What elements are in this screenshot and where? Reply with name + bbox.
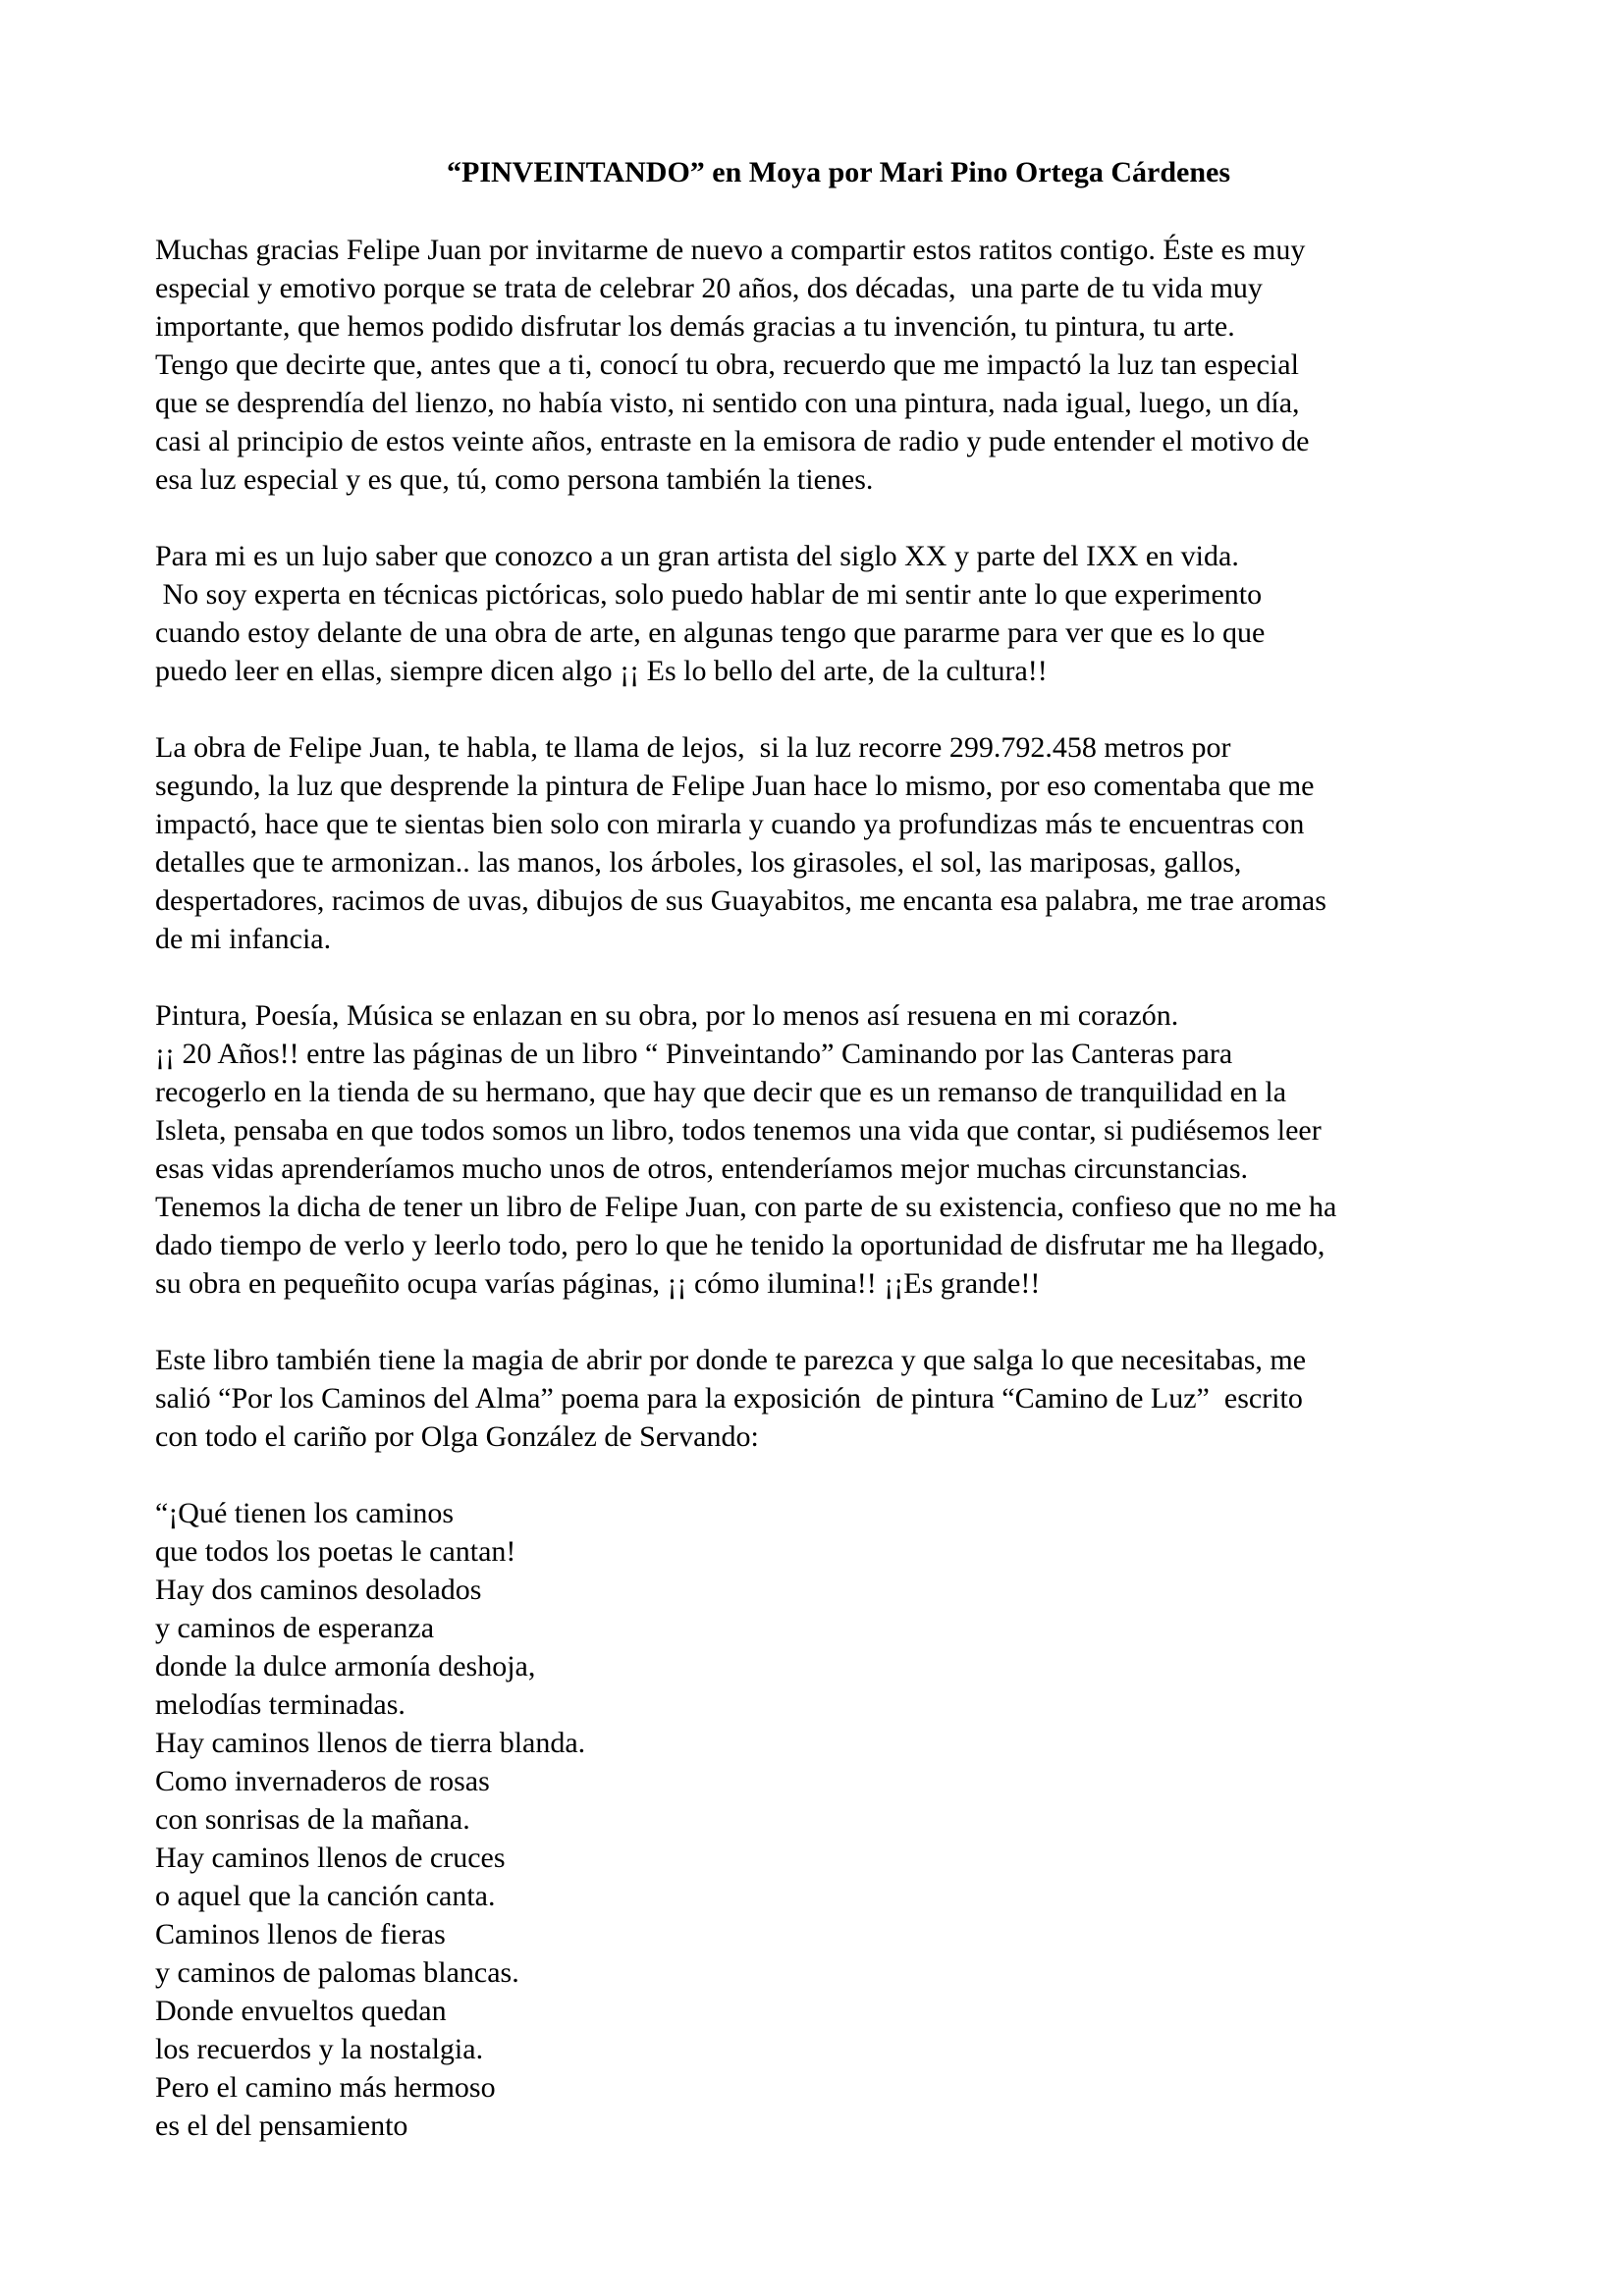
text-line: ¡¡ 20 Años!! entre las páginas de un libro “ Pinveintando” Caminando por las Canteras para [155,1038,1233,1070]
poem-line: es el del pensamiento [155,2109,408,2142]
text-line: de mi infancia. [155,923,332,955]
poem-line: melodías terminadas. [155,1688,406,1721]
text-line: Muchas gracias Felipe Juan por invitarme de nuevo a compartir estos ratitos contigo. Éste es muy [155,234,1306,266]
text-line: dado tiempo de verlo y leerlo todo, pero lo que he tenido la oportunidad de disfrutar me ha llegado, [155,1229,1325,1261]
text-line: su obra en pequeñito ocupa varías páginas, ¡¡ cómo ilumina!! ¡¡Es grande!! [155,1267,1041,1300]
poem-block [155,1494,1490,2145]
text-line: puedo leer en ellas, siempre dicen algo ¡¡ Es lo bello del arte, de la cultura!! [155,655,1048,687]
text-line: que se desprendía del lienzo, no había visto, ni sentido con una pintura, nada igual, luego, un día, [155,387,1300,419]
poem-line: y caminos de palomas blancas. [155,1956,519,1989]
paragraph [155,1341,1490,1456]
text-line: cuando estoy delante de una obra de arte, en algunas tengo que pararme para ver que es lo que [155,616,1266,649]
poem-line: y caminos de esperanza [155,1612,435,1644]
paragraph-spacer [155,1303,1490,1341]
poem-line: Caminos llenos de fieras [155,1918,446,1950]
text-line: Tenemos la dicha de tener un libro de Felipe Juan, con parte de su existencia, confieso que no me ha [155,1191,1337,1223]
text-line: Tengo que decirte que, antes que a ti, conocí tu obra, recuerdo que me impactó la luz tan especial [155,348,1299,381]
text-line: segundo, la luz que desprende la pintura de Felipe Juan hace lo mismo, por eso comentaba que me [155,770,1315,802]
paragraph [155,537,1490,690]
text-line: Isleta, pensaba en que todos somos un libro, todos tenemos una vida que contar, si pudiésemos leer [155,1114,1322,1147]
document-body [155,231,1490,2145]
poem-line: o aquel que la canción canta. [155,1880,496,1912]
paragraph-spacer [155,499,1490,537]
poem-line: donde la dulce armonía deshoja, [155,1650,536,1682]
poem-line: Pero el camino más hermoso [155,2071,496,2104]
poem-line: Donde envueltos quedan [155,1995,447,2027]
poem-line: que todos los poetas le cantan! [155,1535,516,1568]
poem-line: Como invernaderos de rosas [155,1765,490,1797]
text-line: No soy experta en técnicas pictóricas, solo puedo hablar de mi sentir ante lo que experimento [155,578,1263,611]
text-line: salió “Por los Caminos del Alma” poema para la exposición de pintura “Camino de Luz” escrito [155,1382,1303,1415]
text-line: recogerlo en la tienda de su hermano, que hay que decir que es un remanso de tranquilidad en la [155,1076,1287,1108]
poem-line: Hay caminos llenos de tierra blanda. [155,1727,586,1759]
paragraph [155,996,1490,1303]
paragraph [155,231,1490,499]
text-line: despertadores, racimos de uvas, dibujos de sus Guayabitos, me encanta esa palabra, me trae aromas [155,884,1326,917]
poem-line: con sonrisas de la mañana. [155,1803,470,1836]
poem-line: Hay caminos llenos de cruces [155,1842,506,1874]
text-line: Para mi es un lujo saber que conozco a un gran artista del siglo XX y parte del IXX en vida. [155,540,1239,572]
text-line: especial y emotivo porque se trata de celebrar 20 años, dos décadas, una parte de tu vida muy [155,272,1263,304]
document-title: “PINVEINTANDO” en Moya por Mari Pino Ortega Cárdenes [447,156,1230,188]
text-line: con todo el cariño por Olga González de Servando: [155,1420,759,1453]
poem-line: “¡Qué tienen los caminos [155,1497,455,1529]
text-line: casi al principio de estos veinte años, entraste en la emisora de radio y pude entender el motivo de [155,425,1310,457]
paragraph-spacer [155,1456,1490,1494]
text-line: detalles que te armonizan.. las manos, los árboles, los girasoles, el sol, las mariposas, gallos, [155,846,1242,879]
text-line: esa luz especial y es que, tú, como persona también la tienes. [155,463,874,496]
poem-line: Hay dos caminos desolados [155,1574,482,1606]
paragraph [155,728,1490,958]
paragraph-spacer [155,690,1490,728]
paragraph-spacer [155,958,1490,996]
text-line: Pintura, Poesía, Música se enlazan en su obra, por lo menos así resuena en mi corazón. [155,999,1179,1032]
text-line: esas vidas aprenderíamos mucho unos de otros, entenderíamos mejor muchas circunstancias. [155,1152,1249,1185]
poem-line: los recuerdos y la nostalgia. [155,2033,484,2065]
text-line: La obra de Felipe Juan, te habla, te llama de lejos, si la luz recorre 299.792.458 metros por [155,731,1231,764]
text-line: Este libro también tiene la magia de abrir por donde te parezca y que salga lo que necesitabas, me [155,1344,1307,1376]
text-line: importante, que hemos podido disfrutar los demás gracias a tu invención, tu pintura, tu arte. [155,310,1235,343]
text-line: impactó, hace que te sientas bien solo con mirarla y cuando ya profundizas más te encuentras con [155,808,1305,840]
